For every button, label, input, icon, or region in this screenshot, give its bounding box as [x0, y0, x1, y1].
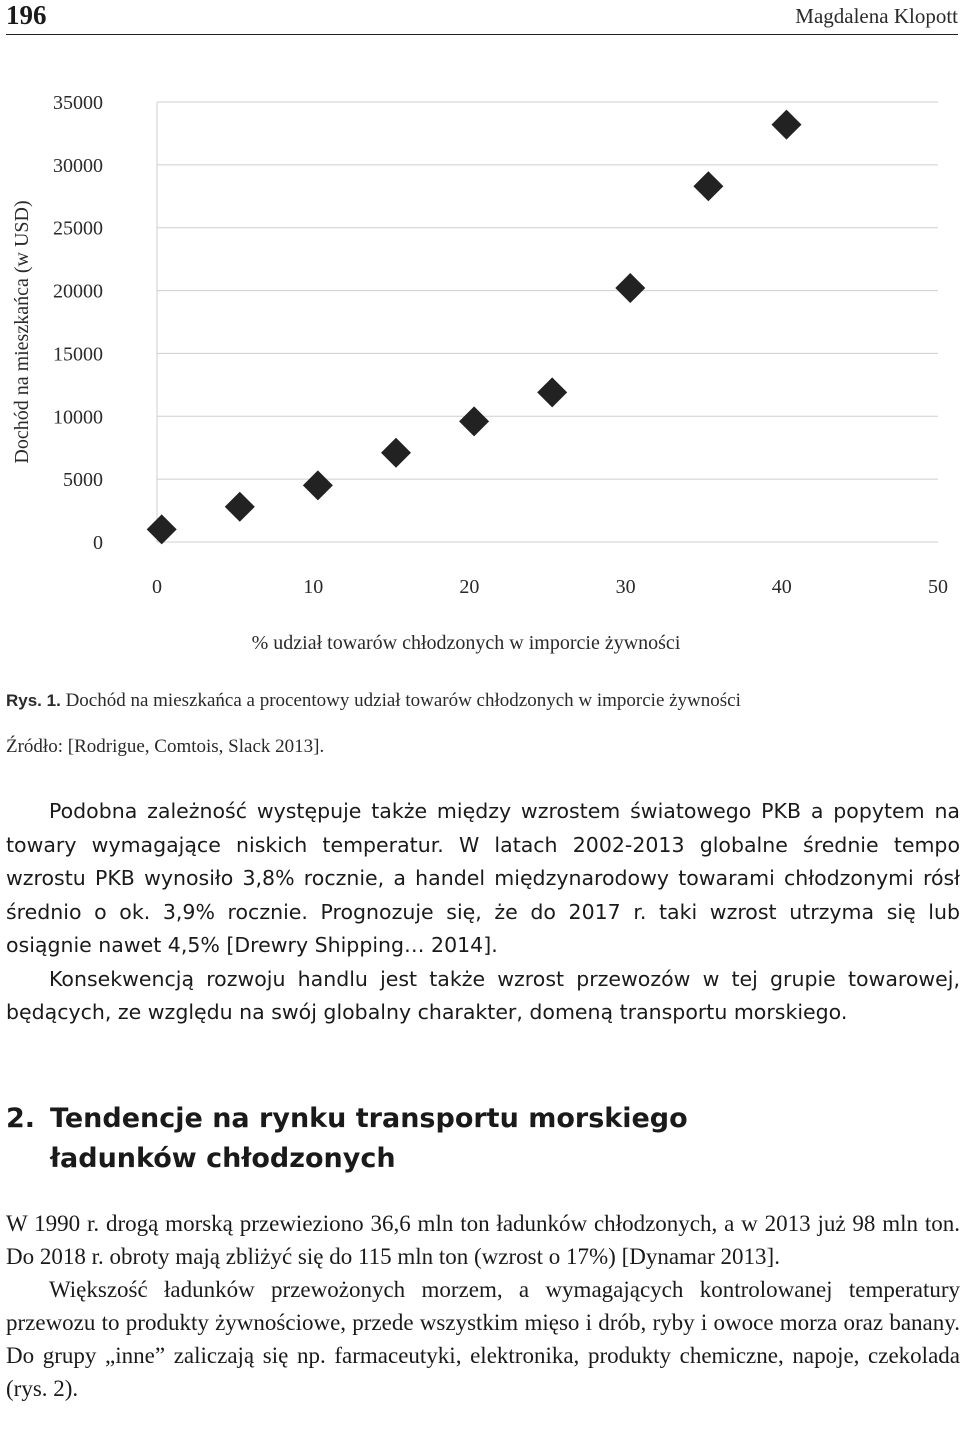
data-point-marker: [303, 470, 333, 500]
y-tick-label: 5000: [63, 469, 103, 492]
body-text-1: [6, 795, 960, 1030]
data-point-marker: [615, 273, 645, 303]
x-tick-label: 10: [303, 576, 324, 598]
y-tick-label: 10000: [53, 406, 103, 429]
figure-source: Źródło: [Rodrigue, Comtois, Slack 2013].: [6, 736, 325, 757]
paragraph: Podobna zależność występuje także między wzrostem światowego PKB a popytem na towary wymagające niskich temperatur. W latach 2002-2013 globalne średnie tempo wzrostu PKB wynosiło 3,8% rocznie, a handel międzynarodowy towarami chłodzonymi rósł średnio o ok. 3,9% rocznie. Prognozuje się, że do 2017 r. taki wzrost utrzyma się lub osiągnie nawet 4,5% [Drewry Shipping… 2014].: [6, 799, 960, 957]
y-axis-label: Dochód na mieszkańca (w USD): [11, 200, 33, 464]
data-point-marker: [459, 406, 489, 436]
x-axis-label: % udział towarów chłodzonych w imporcie żywności: [251, 632, 681, 654]
section-title-line2: ładunków chłodzonych: [50, 1143, 396, 1174]
data-point-marker: [225, 492, 255, 522]
y-tick-label: 30000: [53, 154, 103, 177]
x-tick-labels: [152, 576, 948, 598]
page-header: [6, 0, 958, 35]
body-text-2: [6, 1207, 960, 1405]
figure-label: Rys. 1.: [6, 691, 61, 710]
x-tick-label: 40: [771, 576, 792, 598]
data-point-marker: [537, 377, 567, 407]
y-tick-label: 15000: [53, 343, 103, 366]
y-tick-labels: [53, 92, 103, 554]
figure-caption: [6, 690, 741, 712]
section-title-line1: Tendencje na rynku transportu morskiego: [50, 1103, 688, 1134]
page-number: 196: [6, 0, 47, 30]
y-tick-label: 20000: [53, 280, 103, 303]
x-tick-label: 0: [152, 576, 162, 598]
paragraph: Konsekwencją rozwoju handlu jest także wzrost przewozów w tej grupie towarowej, będących, ze względu na swój globalny charakter, domeną transportu morskiego.: [6, 966, 960, 1024]
data-point-marker: [771, 110, 801, 140]
chart-grid: [157, 102, 938, 542]
data-point-marker: [381, 438, 411, 468]
section-heading: [6, 1099, 688, 1179]
data-point-marker: [693, 171, 723, 201]
x-tick-label: 20: [459, 576, 480, 598]
data-point-marker: [147, 514, 177, 544]
y-tick-label: 35000: [53, 92, 103, 114]
y-tick-label: 0: [93, 532, 103, 554]
running-head-author: Magdalena Klopott: [795, 4, 958, 28]
figure-caption-text: Dochód na mieszkańca a procentowy udział towarów chłodzonych w imporcie żywności: [65, 690, 741, 711]
y-tick-label: 25000: [53, 217, 103, 240]
paragraph: Większość ładunków przewożonych morzem, a wymagających kontrolowanej temperatury przewozu to produkty żywnościowe, przede wszystkim mięso i drób, ryby i owoce morza oraz banany. Do grupy „inne” zaliczają się np. farmaceutyki, elektronika, produkty chemiczne, napoje, czekolada (rys. 2).: [6, 1277, 960, 1401]
section-number: 2.: [6, 1103, 36, 1134]
scatter-chart: [0, 60, 960, 660]
x-tick-label: 30: [615, 576, 636, 598]
x-tick-label: 50: [928, 576, 948, 598]
paragraph: W 1990 r. drogą morską przewieziono 36,6 mln ton ładunków chłodzonych, a w 2013 już 98 mln ton. Do 2018 r. obroty mają zbliżyć się do 115 mln ton (wzrost o 17%) [Dynamar 2013].: [6, 1211, 960, 1269]
